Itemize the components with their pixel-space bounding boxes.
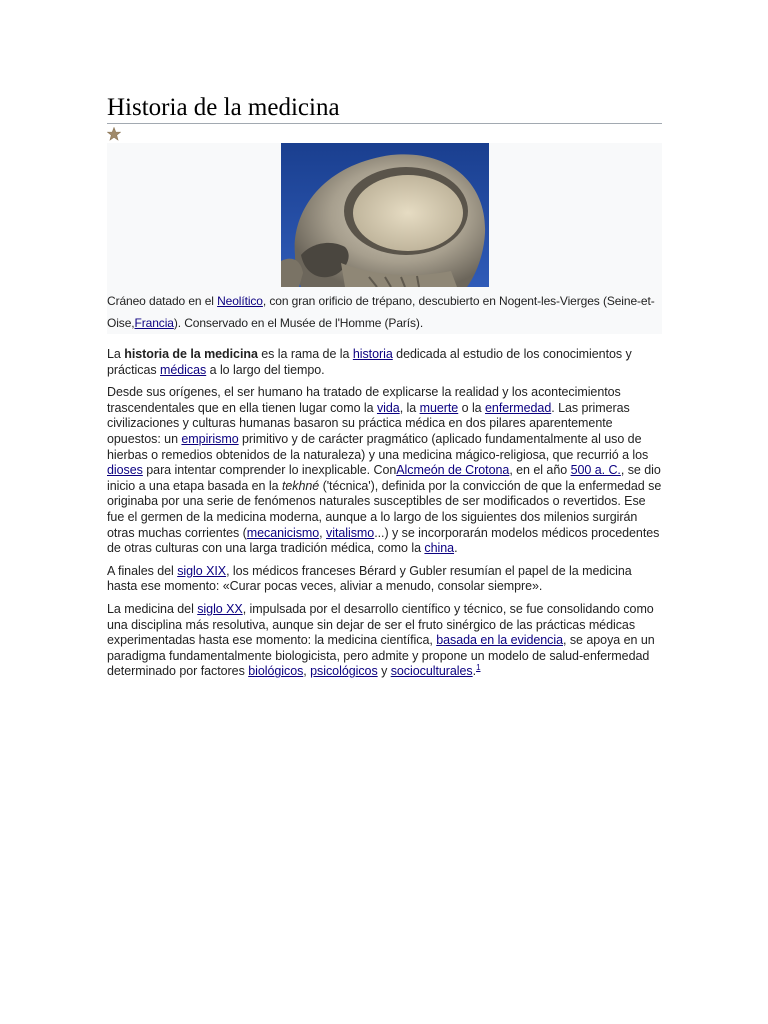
link-basada-evidencia[interactable]: basada en la evidencia [436,633,563,648]
link-empirismo[interactable]: empirismo [181,431,239,446]
link-muerte[interactable]: muerte [419,400,459,415]
link-alcmeon[interactable]: Alcmeón de Crotona [396,463,510,478]
paragraph-xix: A finales del siglo XIX, los médicos franceses Bérard y Gubler resumían el papel de la medicina hasta ese momento: «Curar pocas veces, aliviar a menudo, consolar siempre». [107,563,632,594]
link-china[interactable]: china [424,541,455,556]
paragraph-intro: La historia de la medicina es la rama de la historia dedicada al estudio de los conocimientos y prácticas médicas a lo largo del tiempo. [107,347,632,377]
reference-link[interactable]: 1 [476,663,481,673]
link-medicas[interactable]: médicas [160,362,207,377]
link-vida[interactable]: vida [376,400,400,415]
figure [107,143,662,334]
figure-caption: Cráneo datado en el Neolítico, con gran orificio de trépano, descubierto en Nogent-les-Vierges (Seine-et-Oise,Francia). Conservado en el Musée de l'Homme (París). [107,294,655,330]
link-dioses[interactable]: dioses [107,463,143,478]
skull-image [281,143,489,287]
link-biologicos[interactable]: biológicos [248,664,304,679]
link-vitalismo[interactable]: vitalismo [326,525,375,540]
link-socioculturales[interactable]: socioculturales [390,664,473,679]
link-enfermedad[interactable]: enfermedad [485,400,552,415]
link-neolitico[interactable]: Neolítico [217,294,263,308]
link-siglo-xx[interactable]: siglo XX [197,601,243,616]
link-psicologicos[interactable]: psicológicos [310,664,378,679]
paragraph-xx: La medicina del siglo XX, impulsada por el desarrollo científico y técnico, se fue consolidando como una disciplina más resolutiva, aunque sin dejar de ser el fruto sinérgico de las prácticas médicas experimentadas hasta ese momento: la medicina científica, basada en la evidencia, se apoya en un paradigma fundamentalmente biologicista, pero admite y propone un modelo de salud-enfermedad determinado por factores biológicos, psicológicos y socioculturales.$^1$ [107,601,655,679]
link-francia[interactable]: Francia [134,316,174,330]
link-historia[interactable]: historia [352,347,393,361]
star-icon [107,127,121,141]
paragraph-origins: Desde sus orígenes, el ser humano ha tratado de explicarse la realidad y los acontecimientos trascendentales que en ella tienen lugar como la vida, la muerte o la enfermedad. Las primeras civilizaciones y culturas humanas basaron su práctica médica en dos pilares aparentemente opuestos: un empirismo primitivo y de carácter pragmático (aplicado fundamentalmente al uso de hierbas o remedios obtenidos de la naturaleza) y una medicina mágico-religiosa, que recurrió a los dioses para intentar comprender lo inexplicable. ConAlcmeón de Crotona, en el año 500 a. C., se dio inicio a una etapa basada en la tekhné ('técnica'), definida por la convicción de que la enfermedad se originaba por una serie de fenómenos naturales susceptibles de ser modificados o revertidos. Ese fue el germen de la medicina moderna, aunque a lo largo de los siguientes dos milenios surgirán otras muchas corrientes (mecanicismo, vitalismo...) y se incorporarán modelos médicos procedentes de otras culturas con una larga tradición médica, como la china. [107,385,662,556]
link-siglo-xix[interactable]: siglo XIX [177,563,227,578]
link-mecanicismo[interactable]: mecanicismo [246,525,320,540]
article [107,94,662,680]
page-title: Historia de la medicina [107,94,662,124]
link-500ac[interactable]: 500 a. C. [570,463,621,478]
